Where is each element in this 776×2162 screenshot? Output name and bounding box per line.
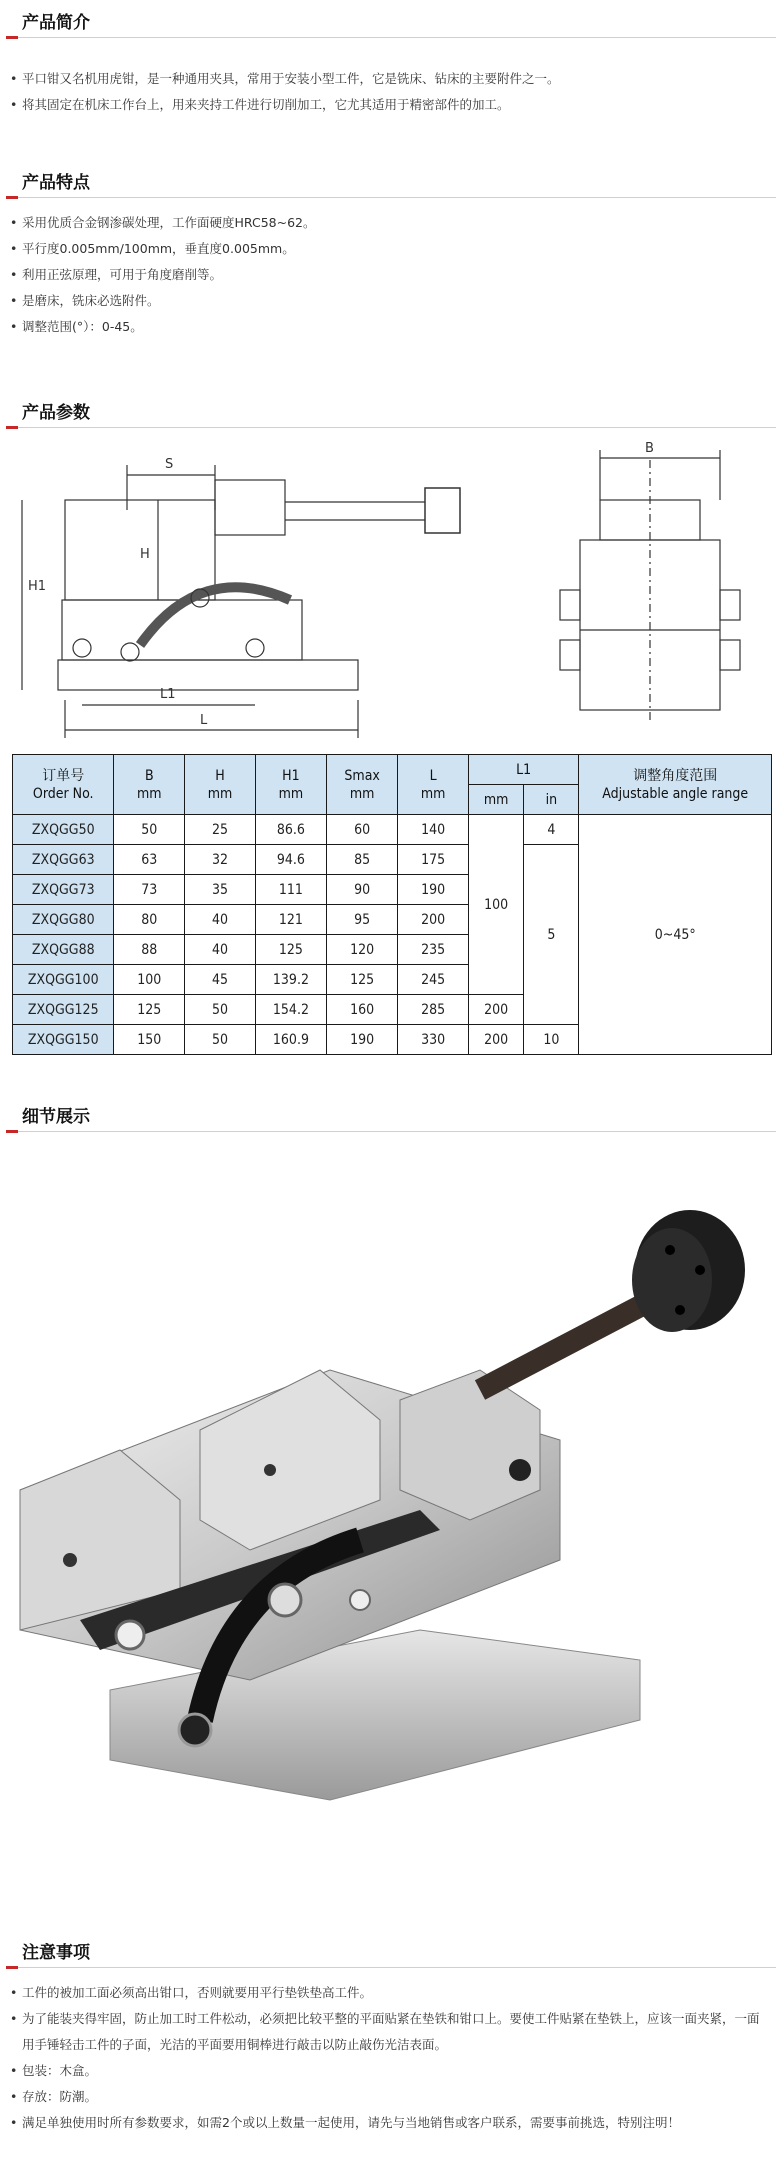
cell: 40 bbox=[185, 905, 256, 935]
section-title: 产品特点 bbox=[22, 173, 90, 193]
cell: 94.6 bbox=[255, 845, 326, 875]
cell-order: ZXQGG63 bbox=[13, 845, 114, 875]
col-header-order: 订单号 Order No. bbox=[13, 755, 114, 815]
col-header-l1-mm: mm bbox=[468, 785, 523, 815]
dim-label-l: L bbox=[200, 713, 208, 728]
intro-list bbox=[10, 66, 770, 118]
section-divider bbox=[6, 197, 776, 198]
drawing-base bbox=[58, 660, 358, 690]
cell: 60 bbox=[327, 815, 398, 845]
cell-order: ZXQGG100 bbox=[13, 965, 114, 995]
cell: 111 bbox=[255, 875, 326, 905]
col-header-h1: H1 mm bbox=[255, 755, 326, 815]
section-title: 产品参数 bbox=[22, 403, 90, 423]
section-divider bbox=[6, 1131, 776, 1132]
list-item: • 存放：防潮。 bbox=[10, 2084, 770, 2110]
col-header-angle: 调整角度范围 Adjustable angle range bbox=[579, 755, 772, 815]
cell: 25 bbox=[185, 815, 256, 845]
cell-l1-in: 4 bbox=[524, 815, 579, 845]
fixed-jaw bbox=[400, 1370, 540, 1520]
col-header-h: H mm bbox=[185, 755, 256, 815]
section-divider bbox=[6, 427, 776, 428]
cell: 190 bbox=[398, 875, 469, 905]
cell: 150 bbox=[114, 1025, 185, 1055]
col-header-smax: Smax mm bbox=[327, 755, 398, 815]
cell: 80 bbox=[114, 905, 185, 935]
cell: 139.2 bbox=[255, 965, 326, 995]
cell: 50 bbox=[114, 815, 185, 845]
cell: 50 bbox=[185, 995, 256, 1025]
cell: 125 bbox=[114, 995, 185, 1025]
cell: 32 bbox=[185, 845, 256, 875]
section-header-intro bbox=[0, 0, 776, 40]
product-photo bbox=[0, 1160, 776, 1940]
section-title: 注意事项 bbox=[22, 1943, 90, 1963]
cell-order: ZXQGG88 bbox=[13, 935, 114, 965]
section-divider bbox=[6, 1967, 776, 1968]
dim-label-b: B bbox=[645, 441, 654, 456]
list-item: • 为了能装夹得牢固，防止加工时工件松动，必须把比较平整的平面贴紧在垫铁和钳口上。要使工件贴紧在垫铁上，应该一面夹紧，一面用手锤轻击工件的子面，光洁的平面要用铜棒进行敲击以防止敲伤光洁表面。 bbox=[10, 2006, 770, 2058]
cell-angle: 0~45° bbox=[579, 815, 772, 1055]
cell: 175 bbox=[398, 845, 469, 875]
col-header-l: L mm bbox=[398, 755, 469, 815]
section-title: 产品简介 bbox=[22, 13, 90, 33]
list-item: • 平行度0.005mm/100mm，垂直度0.005mm。 bbox=[10, 236, 770, 262]
section-header-features bbox=[0, 160, 776, 200]
cell: 235 bbox=[398, 935, 469, 965]
cell: 85 bbox=[327, 845, 398, 875]
dim-label-s: S bbox=[165, 457, 174, 472]
features-list bbox=[10, 210, 770, 340]
cell: 190 bbox=[327, 1025, 398, 1055]
cell: 121 bbox=[255, 905, 326, 935]
list-item: • 平口钳又名机用虎钳，是一种通用夹具，常用于安装小型工件，它是铣床、钻床的主要附件之一。 bbox=[10, 66, 770, 92]
cell: 88 bbox=[114, 935, 185, 965]
cell: 73 bbox=[114, 875, 185, 905]
cell: 160 bbox=[327, 995, 398, 1025]
section-header-notes bbox=[0, 1930, 776, 1970]
spec-table bbox=[12, 754, 772, 1055]
notes-list bbox=[10, 1980, 770, 2136]
section-title: 细节展示 bbox=[22, 1107, 90, 1127]
cell: 140 bbox=[398, 815, 469, 845]
cell: 200 bbox=[398, 905, 469, 935]
col-header-b: B mm bbox=[114, 755, 185, 815]
cell: 45 bbox=[185, 965, 256, 995]
cell: 63 bbox=[114, 845, 185, 875]
cell-order: ZXQGG150 bbox=[13, 1025, 114, 1055]
technical-drawing bbox=[0, 440, 776, 740]
cell-order: ZXQGG125 bbox=[13, 995, 114, 1025]
col-header-l1-in: in bbox=[524, 785, 579, 815]
cell: 285 bbox=[398, 995, 469, 1025]
cell: 40 bbox=[185, 935, 256, 965]
cell: 95 bbox=[327, 905, 398, 935]
section-divider bbox=[6, 37, 776, 38]
cell: 90 bbox=[327, 875, 398, 905]
cell: 35 bbox=[185, 875, 256, 905]
dim-label-h1: H1 bbox=[28, 579, 47, 594]
cell: 86.6 bbox=[255, 815, 326, 845]
cell-order: ZXQGG50 bbox=[13, 815, 114, 845]
cell: 245 bbox=[398, 965, 469, 995]
cell: 125 bbox=[255, 935, 326, 965]
list-item: • 包装：木盒。 bbox=[10, 2058, 770, 2084]
list-item: • 满足单独使用时所有参数要求，如需2个或以上数量一起使用，请先与当地销售或客户联系，需要事前挑选，特别注明！ bbox=[10, 2110, 770, 2136]
list-item: • 将其固定在机床工作台上，用来夹持工件进行切削加工，它尤其适用于精密部件的加工。 bbox=[10, 92, 770, 118]
cell-l1-in: 5 bbox=[524, 845, 579, 1025]
section-header-params bbox=[0, 390, 776, 430]
cell-order: ZXQGG80 bbox=[13, 905, 114, 935]
dim-label-l1: L1 bbox=[160, 687, 176, 702]
table-row bbox=[13, 815, 772, 845]
list-item: • 采用优质合金钢渗碳处理，工作面硬度HRC58~62。 bbox=[10, 210, 770, 236]
cell-l1-mm: 100 bbox=[468, 815, 523, 995]
cell: 330 bbox=[398, 1025, 469, 1055]
cell: 160.9 bbox=[255, 1025, 326, 1055]
cell: 120 bbox=[327, 935, 398, 965]
cell-order: ZXQGG73 bbox=[13, 875, 114, 905]
cell: 125 bbox=[327, 965, 398, 995]
section-header-details bbox=[0, 1094, 776, 1134]
cell-l1-in: 10 bbox=[524, 1025, 579, 1055]
cell-l1-mm: 200 bbox=[468, 995, 523, 1025]
cell: 50 bbox=[185, 1025, 256, 1055]
cell-l1-mm: 200 bbox=[468, 1025, 523, 1055]
list-item: • 工件的被加工面必须高出钳口，否则就要用平行垫铁垫高工件。 bbox=[10, 1980, 770, 2006]
col-header-l1: L1 bbox=[468, 755, 578, 785]
dim-label-h: H bbox=[140, 547, 150, 562]
cell: 154.2 bbox=[255, 995, 326, 1025]
list-item: • 是磨床，铣床必选附件。 bbox=[10, 288, 770, 314]
list-item: • 调整范围(°）：0-45。 bbox=[10, 314, 770, 340]
cell: 100 bbox=[114, 965, 185, 995]
list-item: • 利用正弦原理，可用于角度磨削等。 bbox=[10, 262, 770, 288]
